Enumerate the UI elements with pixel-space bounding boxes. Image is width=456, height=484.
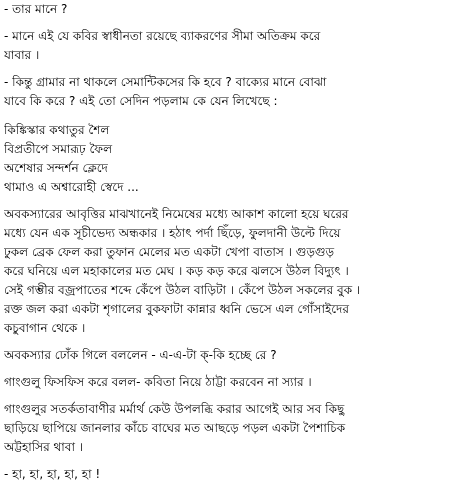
text-line: অবকস্যার ঢোঁক গিলে বললেন - এ-এ-টা ক্-কি হচ্ছে রে ? <box>4 348 277 362</box>
poem-line: অশেষার সন্দর্শন ক্লেদে <box>4 161 108 175</box>
text-line: সেই গম্ভীর বজ্রপাতের শব্দে কেঁপে উঠল বাড়িটা । কেঁপে উঠল সকলের বুক । <box>4 283 361 297</box>
text-line: অট্টহাসির থাবা । <box>4 440 84 454</box>
poem-line: থামাও এ অশ্বারোহী স্বেদে ... <box>4 180 139 194</box>
text-line: ঢুকল ব্রেক ফেল করা তুফান মেলের মত একটা খেপা বাতাস । গুড়গুড় <box>4 245 335 259</box>
text-line: অবকস্যারের আবৃত্তির মাঝখানেই নিমেষের মধ্যে আকাশ কালো হয়ে ঘরের <box>4 207 349 221</box>
text-line: - তার মানে ? <box>4 2 68 16</box>
paragraph-ha <box>4 465 453 484</box>
text-line: যাবে কি করে ? এই তো সেদিন পড়লাম কে যেন লিখেছে : <box>4 94 278 108</box>
text-line: গাংগুলু ফিসফিস করে বলল- কবিতা নিয়ে ঠাট্টা করবেন না স্যার । <box>4 375 312 389</box>
text-line: মধ্যে যেন এক সূচীভেদ্য অন্ধকার । হঠাৎ পর্দা ছিঁড়ে, ফুলদানী উল্টে দিয়ে <box>4 226 341 240</box>
paragraph-ganguly <box>4 373 453 392</box>
paragraph-storm <box>4 205 453 338</box>
paragraph-laughter <box>4 400 453 457</box>
paragraph-question <box>4 0 453 19</box>
poem-line: কিঙ্কিস্কার কথাতুর শৈল <box>4 123 110 137</box>
text-line: করে ঘনিয়ে এল মহাকালের মত মেঘ । কড় কড় করে ঝলসে উঠল বিদ্যুৎ । <box>4 264 349 278</box>
text-line: - হা, হা, হা, হা, হা ! <box>4 467 101 481</box>
poem-block <box>4 121 453 197</box>
paragraph-teacher <box>4 346 453 365</box>
paragraph-grammar <box>4 73 453 111</box>
text-line: - কিন্তু গ্রামার না থাকলে সেমান্টিকসের কি হবে ? বাক্যের মানে বোঝা <box>4 75 327 89</box>
text-line: কচুবাগান থেকে । <box>4 321 86 335</box>
text-line: যাবার । <box>4 48 40 62</box>
text-line: ছাড়িয়ে ছাপিয়ে জানলার কাঁচে বাঘের মত আছড়ে পড়ল একটা পৈশাচিক <box>4 421 346 435</box>
poem-line: বিপ্রতীপে সমারূঢ় ফৈল <box>4 142 113 156</box>
text-line: গাংগুলুর সতর্কতাবাণীর মর্মার্থ কেউ উপলব্ধি করার আগেই আর সব কিছু <box>4 402 345 416</box>
paragraph-answer <box>4 27 453 65</box>
text-line: - মানে এই যে কবির স্বাধীনতা রয়েছে ব্যাকরণের সীমা অতিক্রম করে <box>4 29 321 43</box>
text-line: রক্ত জল করা একটা শৃগালের বুকফাটা কান্নার ধ্বনি ভেসে এল গোঁসাইদের <box>4 302 349 316</box>
